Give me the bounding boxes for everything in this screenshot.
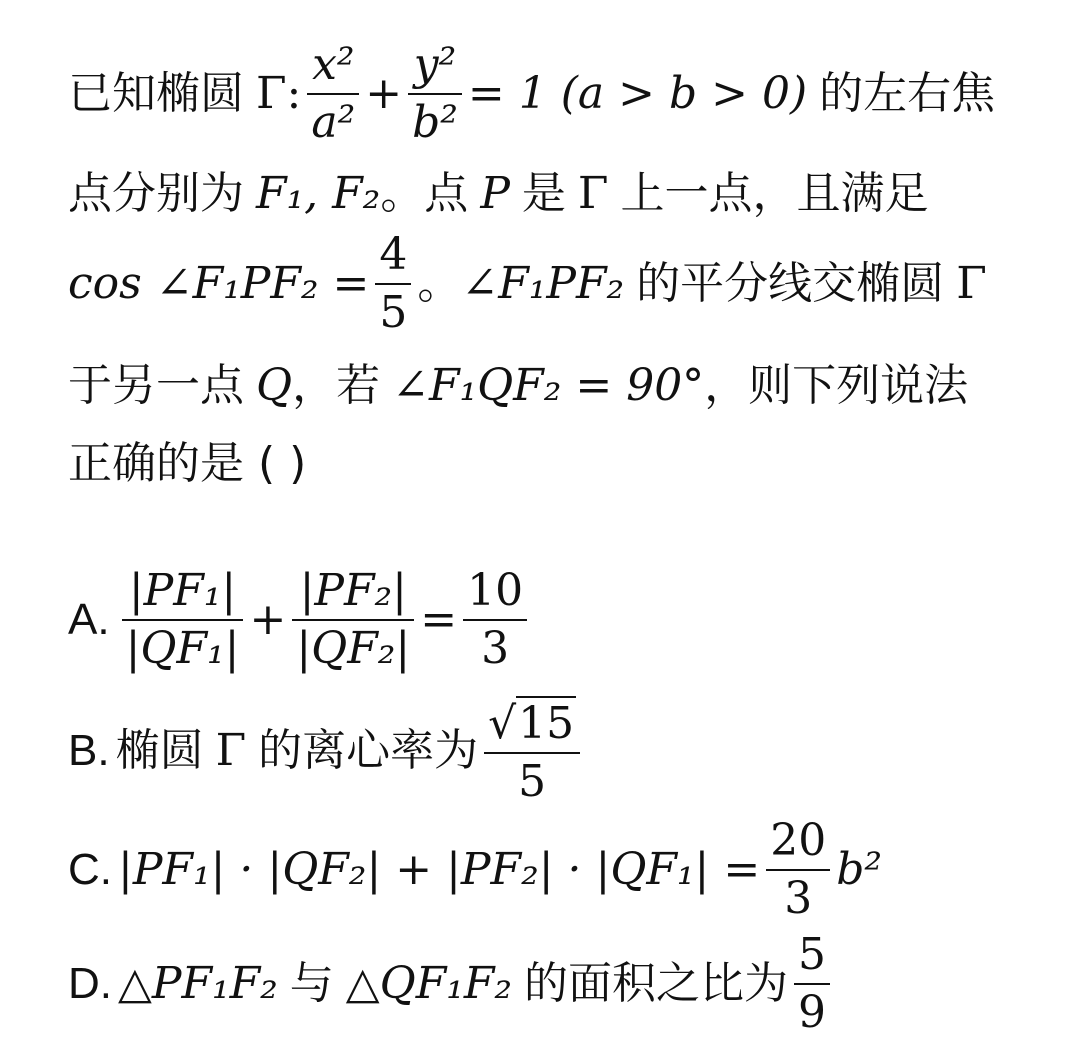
problem-text: ，则下列说法 bbox=[704, 360, 969, 411]
math-gamma: Γ bbox=[956, 258, 987, 309]
problem-text: 上一点，且满足 bbox=[620, 168, 929, 219]
problem-text: 正确的是 ( ) bbox=[68, 438, 307, 489]
option-label: D. bbox=[68, 959, 112, 1008]
radicand: 15 bbox=[518, 697, 575, 749]
fraction-numerator bbox=[484, 696, 580, 748]
option-text: 的面积之比为 bbox=[524, 958, 789, 1009]
fraction-numerator: 4 bbox=[379, 228, 408, 280]
problem-text: 已知椭圆 bbox=[68, 68, 244, 119]
fraction-numerator: |PF₂| bbox=[299, 564, 407, 616]
fraction-numerator: |PF₁| bbox=[128, 564, 237, 616]
fraction-pf1-over-qf1 bbox=[122, 564, 244, 674]
option-label: B. bbox=[68, 726, 110, 775]
math-cos-angle: cos ∠F₁PF₂ = bbox=[68, 258, 370, 309]
fraction-denominator: b² bbox=[412, 97, 458, 148]
fraction-y2-over-b2 bbox=[408, 38, 462, 148]
problem-text: 点分别为 bbox=[68, 168, 244, 219]
fraction-20-over-3 bbox=[766, 814, 830, 924]
fraction-4-over-5 bbox=[375, 228, 411, 338]
problem-text: 于另一点 bbox=[68, 360, 244, 411]
math-condition: = 1 (a > b > 0) bbox=[467, 68, 808, 119]
fraction-numerator: 20 bbox=[770, 814, 827, 866]
math-plus: + bbox=[249, 594, 287, 645]
sqrt-sign: √ bbox=[488, 697, 517, 749]
problem-text: ，若 bbox=[292, 360, 381, 411]
fraction-numerator: y² bbox=[413, 38, 457, 90]
option-text: 与 bbox=[289, 958, 334, 1009]
sqrt-15 bbox=[488, 696, 576, 748]
fraction-10-over-3 bbox=[463, 564, 527, 674]
option-d bbox=[68, 928, 836, 1038]
fraction-denominator: a² bbox=[311, 97, 356, 148]
math-triangle-p: △PF₁F₂ bbox=[118, 958, 278, 1009]
math-plus: + bbox=[365, 68, 403, 119]
math-angle: ∠F₁PF₂ bbox=[461, 258, 625, 309]
fraction-denominator: 3 bbox=[481, 623, 510, 674]
fraction-denominator: 9 bbox=[798, 987, 827, 1038]
problem-line-5 bbox=[68, 436, 306, 492]
fraction-numerator: x² bbox=[312, 38, 355, 90]
problem-text: 的平分线交椭圆 bbox=[636, 258, 945, 309]
math-point-q: Q bbox=[256, 360, 293, 411]
problem-text: 是 bbox=[521, 168, 566, 219]
fraction-denominator: 3 bbox=[784, 873, 813, 924]
fraction-x2-over-a2 bbox=[307, 38, 359, 148]
fraction-pf2-over-qf2 bbox=[292, 564, 414, 674]
fraction-sqrt15-over-5 bbox=[484, 696, 580, 807]
fraction-denominator: |QF₂| bbox=[296, 623, 411, 674]
fraction-denominator: 5 bbox=[518, 756, 547, 807]
math-foci: F₁, F₂ bbox=[256, 168, 381, 219]
option-b bbox=[68, 696, 586, 806]
option-label: C. bbox=[68, 845, 112, 894]
option-c bbox=[68, 814, 883, 924]
problem-line-3 bbox=[68, 228, 987, 338]
math-angle-90: ∠F₁QF₂ = 90° bbox=[392, 360, 705, 411]
math-point-p: P bbox=[480, 168, 510, 219]
option-label: A. bbox=[68, 595, 110, 644]
math-triangle-q: △QF₁F₂ bbox=[345, 958, 513, 1009]
option-text: 椭圆 bbox=[115, 725, 204, 776]
math-expression: |PF₁| · |QF₂| + |PF₂| · |QF₁| = bbox=[118, 844, 761, 895]
problem-line-1 bbox=[68, 38, 996, 148]
problem-text: 。 bbox=[417, 258, 462, 309]
math-gamma: Γ: bbox=[256, 68, 302, 119]
option-text: 的离心率为 bbox=[258, 725, 479, 776]
math-gamma: Γ bbox=[577, 168, 609, 219]
fraction-numerator: 10 bbox=[467, 564, 524, 616]
problem-line-2 bbox=[68, 166, 928, 222]
fraction-5-over-9 bbox=[794, 928, 830, 1038]
math-equals: = bbox=[420, 594, 458, 645]
math-b-squared: b² bbox=[836, 844, 883, 895]
option-a bbox=[68, 560, 533, 680]
problem-text: 。点 bbox=[380, 168, 469, 219]
fraction-denominator: |QF₁| bbox=[125, 623, 240, 674]
problem-text: 的左右焦 bbox=[819, 68, 996, 119]
math-gamma: Γ bbox=[215, 725, 247, 776]
fraction-denominator: 5 bbox=[379, 287, 408, 338]
fraction-numerator: 5 bbox=[798, 928, 827, 980]
problem-line-4 bbox=[68, 358, 968, 414]
